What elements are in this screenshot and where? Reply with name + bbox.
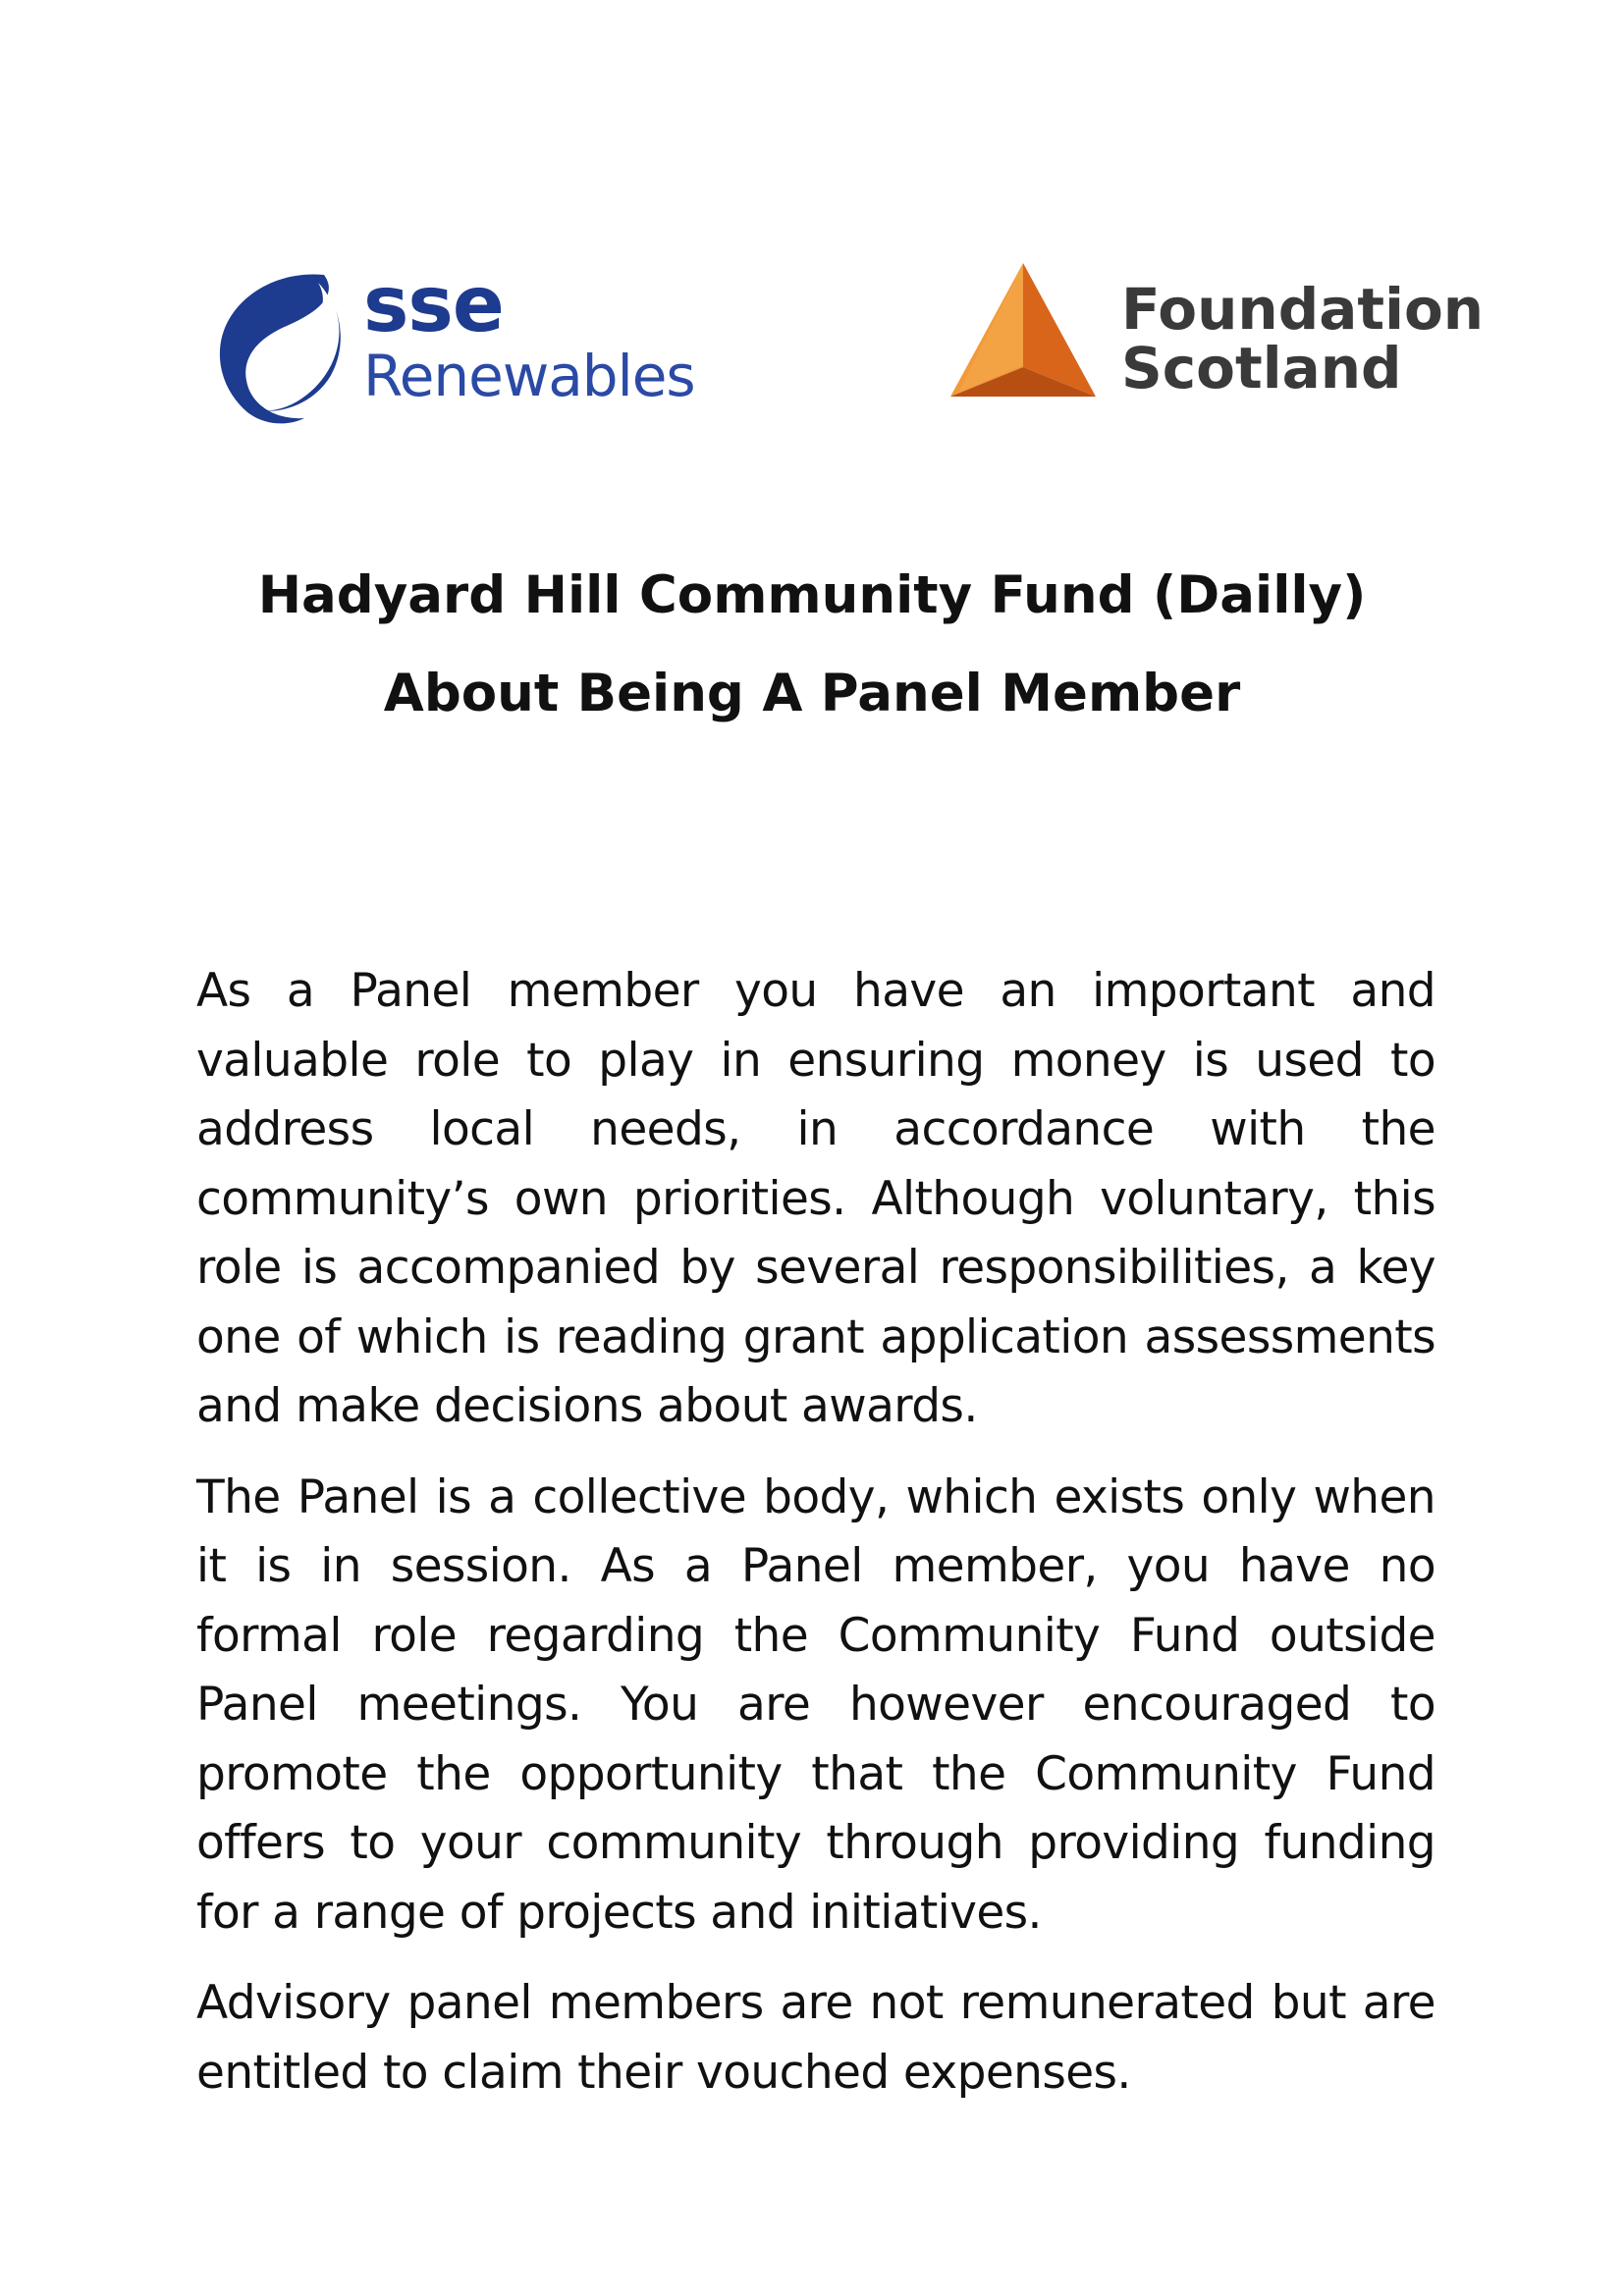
page-title: Hadyard Hill Community Fund (Dailly) [257, 565, 1367, 625]
body-text [196, 957, 1435, 2129]
foundation-logo-line1: Foundation [1121, 276, 1485, 343]
sse-logo-wordmark: sse [363, 261, 504, 349]
foundation-pyramid-icon [945, 257, 1102, 404]
foundation-logo-line2: Scotland [1121, 335, 1402, 401]
paragraph-expenses: Advisory panel members are not remunerated but are entitled to claim their vouched expenses. [196, 1976, 1435, 2100]
foundation-scotland-logo [945, 257, 1485, 414]
page-subtitle: About Being A Panel Member [383, 664, 1241, 723]
sse-swirl-icon [208, 267, 355, 429]
sse-logo-subtitle: Renewables [363, 343, 695, 409]
paragraph-panel-body: The Panel is a collective body, which exists only when it is in session. As a Panel member, you have no formal role regarding the Community Fund outside Panel meetings. You are however encouraged to promote the opportunity that the Community Fund offers to your community through providing funding for a range of projects and initiatives. [196, 1469, 1435, 1940]
sse-renewables-logo [208, 261, 719, 434]
logo-header [0, 0, 1624, 452]
paragraph-role: As a Panel member you have an important and valuable role to play in ensuring money is used to address local needs, in accordance with the community’s own priorities. Although voluntary, this role is accompanied by several responsibilities, a key one of which is reading grant application assessments and make decisions about awards. [196, 964, 1435, 1433]
